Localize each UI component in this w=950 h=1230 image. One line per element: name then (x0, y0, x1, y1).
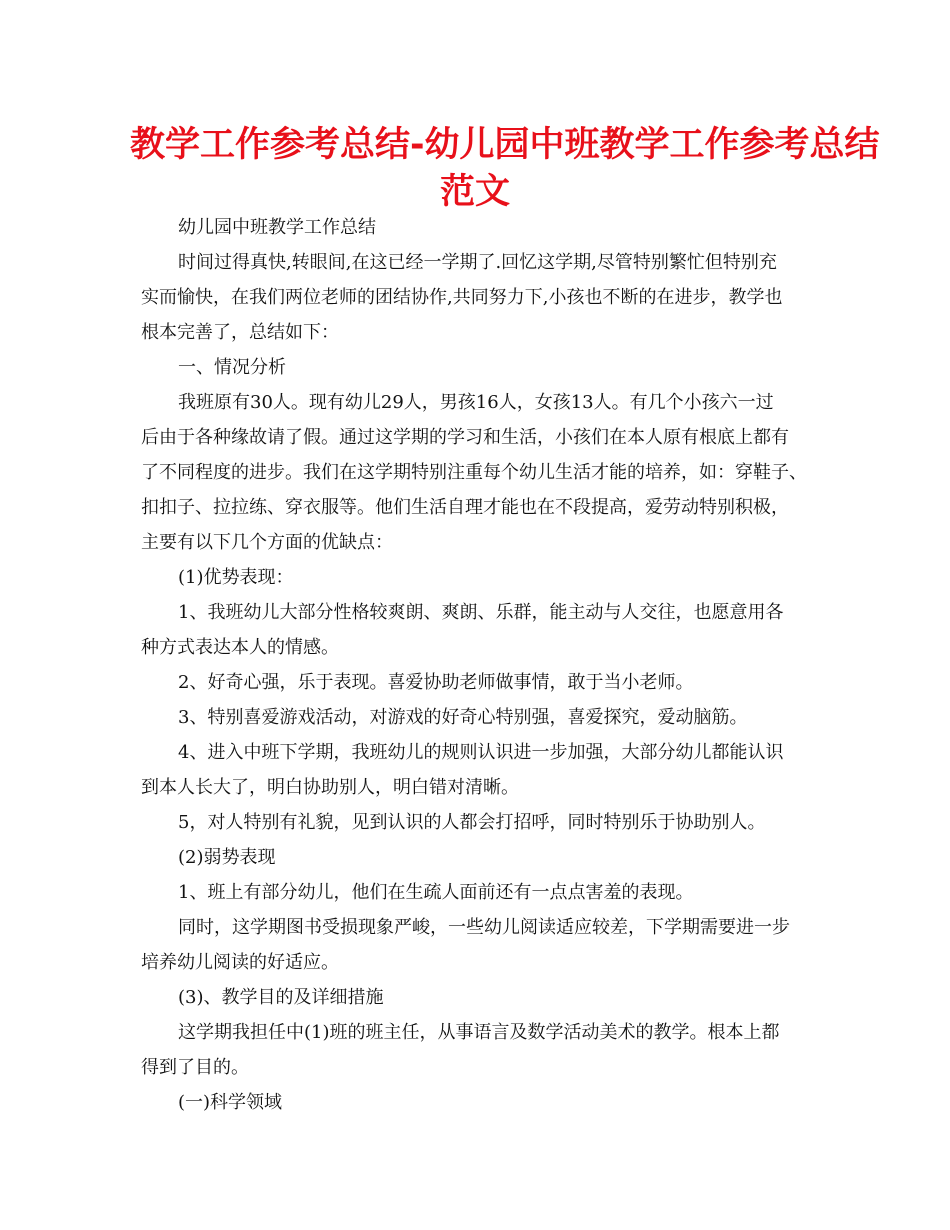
list-item: 到本人长大了，明白协助别人，明白错对清晰。 (141, 777, 519, 798)
subsection-heading: (1)优势表现： (178, 567, 294, 588)
paragraph-line: 扣扣子、拉拉练、穿衣服等。他们生活自理才能也在不段提高，爱劳动特别积极， (141, 497, 789, 518)
subsection-heading: (一)科学领域 (178, 1092, 283, 1113)
section-heading: 幼儿园中班教学工作总结 (178, 217, 376, 238)
subsection-heading: (3)、教学目的及详细措施 (178, 987, 384, 1008)
document-title-line-1: 教学工作参考总结-幼儿园中班教学工作参考总结 (130, 125, 880, 165)
list-item: 1、班上有部分幼儿，他们在生疏人面前还有一点点害羞的表现。 (178, 882, 694, 903)
list-item: 种方式表达本人的情感。 (141, 637, 339, 658)
subsection-heading: (2)弱势表现 (178, 847, 276, 868)
section-heading: 一、情况分析 (178, 357, 286, 378)
paragraph-line: 主要有以下几个方面的优缺点： (141, 532, 393, 553)
paragraph-line: 同时，这学期图书受损现象严峻，一些幼儿阅读适应较差，下学期需要进一步 (178, 917, 790, 938)
list-item: 5，对人特别有礼貌，见到认识的人都会打招呼，同时特别乐于协助别人。 (178, 812, 766, 833)
list-item: 2、好奇心强，乐于表现。喜爱协助老师做事情，敢于当小老师。 (178, 672, 694, 693)
paragraph-line: 根本完善了，总结如下： (141, 322, 339, 343)
paragraph-line: 培养幼儿阅读的好适应。 (141, 952, 339, 973)
paragraph-line: 我班原有30人。现有幼儿29人，男孩16人，女孩13人。有几个小孩六一过 (178, 392, 774, 413)
paragraph-line: 后由于各种缘故请了假。通过这学期的学习和生活，小孩们在本人原有根底上都有 (141, 427, 789, 448)
paragraph-line: 时间过得真快,转眼间,在这已经一学期了.回忆这学期,尽管特别繁忙但特别充 (178, 252, 777, 273)
list-item: 4、进入中班下学期，我班幼儿的规则认识进一步加强，大部分幼儿都能认识 (178, 742, 784, 763)
document-title-line-2: 范文 (439, 172, 510, 212)
paragraph-line: 这学期我担任中(1)班的班主任，从事语言及数学活动美术的教学。根本上都 (178, 1022, 780, 1043)
list-item: 3、特别喜爱游戏活动，对游戏的好奇心特别强，喜爱探究，爱动脑筋。 (178, 707, 748, 728)
list-item: 1、我班幼儿大部分性格较爽朗、爽朗、乐群，能主动与人交往，也愿意用各 (178, 602, 784, 623)
paragraph-line: 得到了目的。 (141, 1057, 249, 1078)
paragraph-line: 实而愉快，在我们两位老师的团结协作,共同努力下,小孩也不断的在进步，教学也 (141, 287, 783, 308)
paragraph-line: 了不同程度的进步。我们在这学期特别注重每个幼儿生活才能的培养，如：穿鞋子、 (141, 462, 807, 483)
